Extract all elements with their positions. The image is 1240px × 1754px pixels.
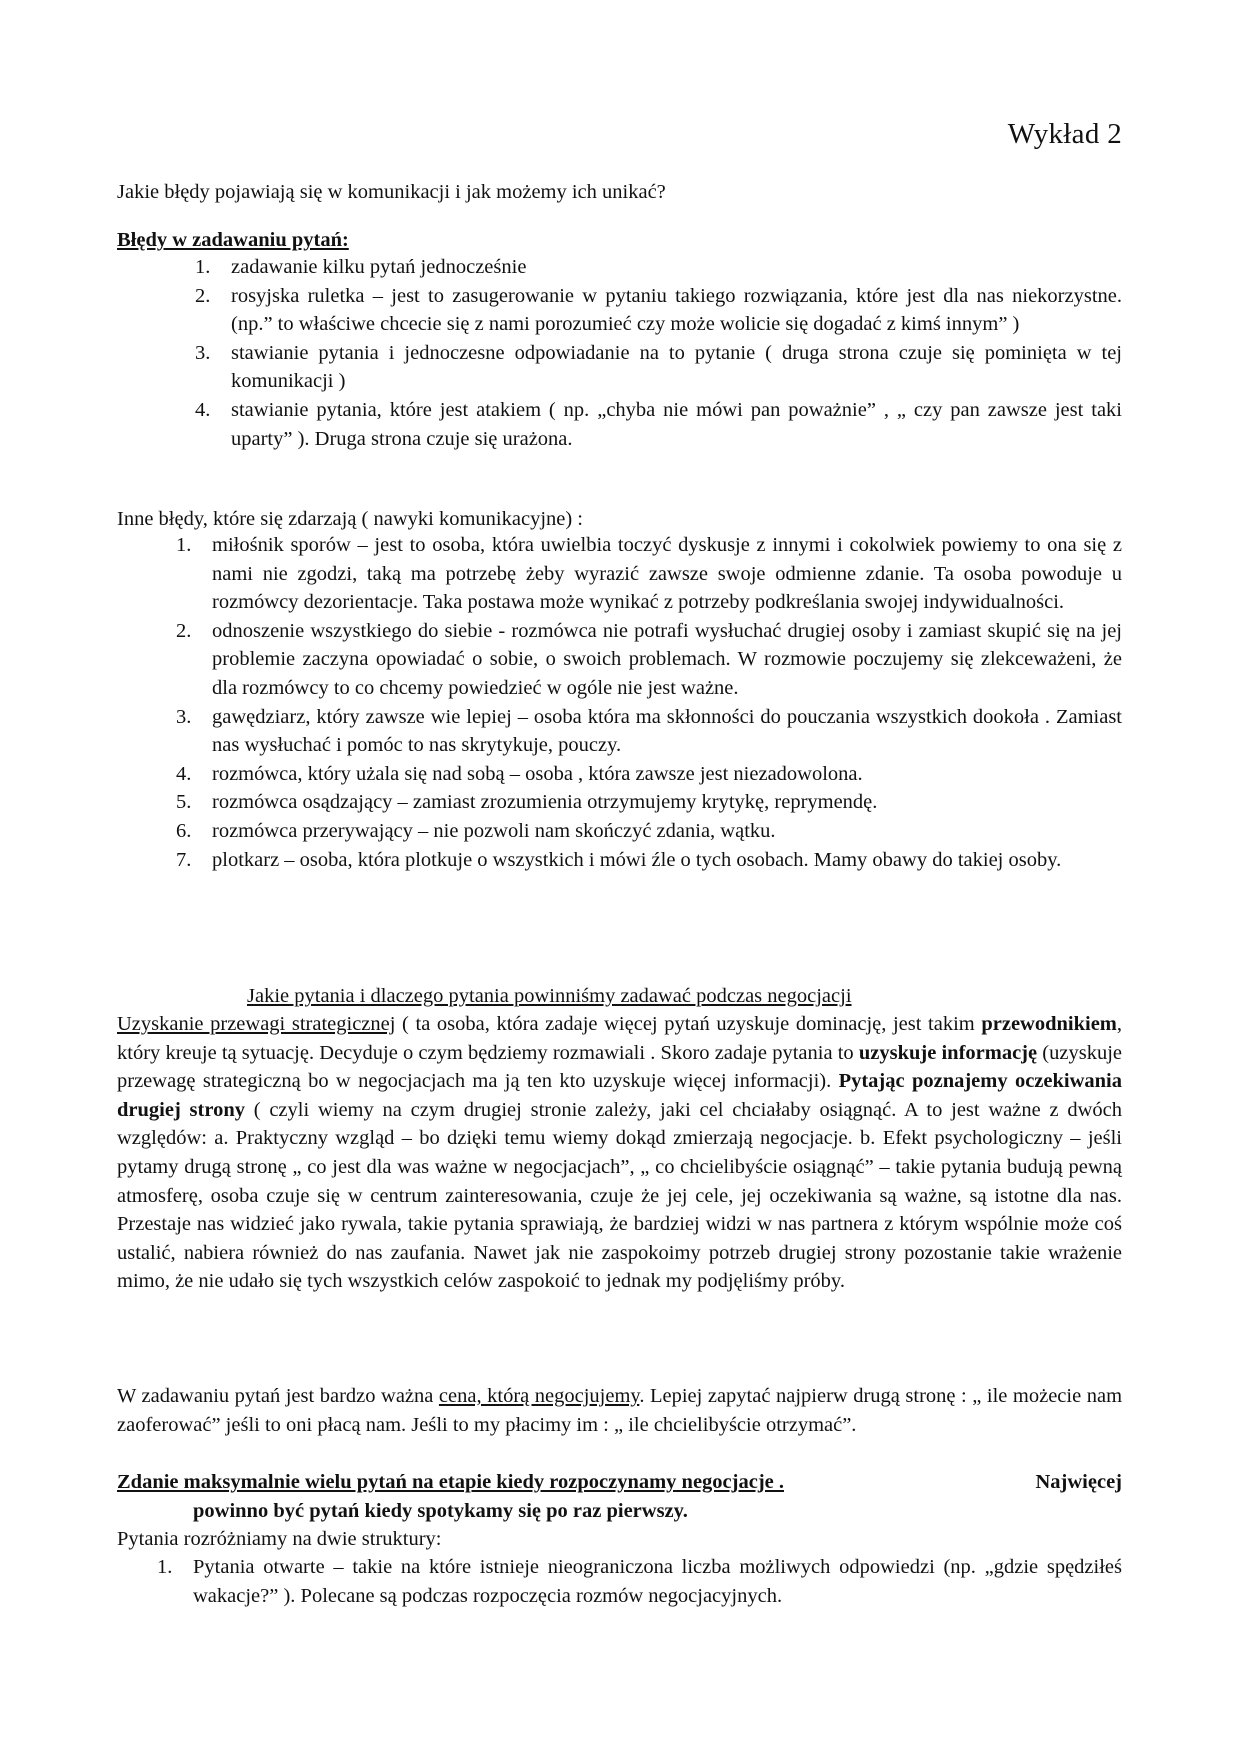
list-item-text: gawędziarz, który zawsze wie lepiej – osoba która ma skłonności do pouczania wszystkich dookoła . Zamiast nas wysłuchać i pomóc to nas skrytykuje, pouczy. <box>212 705 1122 757</box>
list-item <box>176 531 1122 617</box>
paragraph-text: , który kreuje tą sytuację. Decyduje o czym będziemy rozmawiali . Skoro zadaje pytania to <box>117 1013 1122 1064</box>
list-item <box>157 1553 1122 1610</box>
list-number: 1. <box>195 256 211 278</box>
list-number: 1. <box>176 534 192 556</box>
list-item <box>176 617 1122 703</box>
questions-errors-list <box>195 253 1122 453</box>
bold-phrase: przewodnikiem <box>981 1013 1117 1035</box>
list-number: 4. <box>195 398 211 421</box>
list-item-text: miłośnik sporów – jest to osoba, która uwielbia toczyć dyskusje z innymi i cokolwiek powiemy to ona się z nami nie zgodzi, taką ma potrzebę żeby wyrazić zawsze swoje odmienne zdanie. Ta osoba powoduje u rozmówcy dezorientacje. Taka postawa może wynikać z potrzeby podkreślania swojej indywidualności. <box>212 534 1122 614</box>
list-item-text: stawianie pytania i jednoczesne odpowiadanie na to pytanie ( druga strona czuje się pominięta w tej komunikacji ) <box>231 341 1122 393</box>
list-item-text: zadawanie kilku pytań jednocześnie <box>231 256 527 278</box>
list-item <box>195 282 1122 339</box>
section-heading-structures: Pytania rozróżniamy na dwie struktury: <box>117 1528 442 1550</box>
list-number: 7. <box>176 848 192 871</box>
underlined-bold-phrase: Zdanie maksymalnie wielu pytań na etapie kiedy rozpoczynamy negocjacje . <box>117 1471 784 1493</box>
paragraph-text: ( czyli wiemy na czym drugiej stronie zależy, jaki cel chciałaby osiągnąć. A to jest ważne z dwóch względów: a. Praktyczny wzgląd – bo dzięki temu wiemy dokąd zmierzają negocjacje. b. Efekt psychologiczny – jeśli pytamy drugą stronę „ co jest dla was ważne w negocjacjach”, „ co chcielibyście osiągnąć” – takie pytania budują pewną atmosferę, osoba czuje się w centrum zainteresowania, czuje że jej cele, jej oczekiwania są ważne, są istotne dla nas. Przestaje nas widzieć jako rywala, takie pytania sprawiają, że bardziej widzi w nas partnera z którym wspólnie może coś ustalić, nabiera również do nas zaufania. Nawet jak nie zaspokoimy potrzeb drugiej strony pozostanie takie wrażenie mimo, że nie udało się tych wszystkich celów zaspokoić to jednak my podjęliśmy próby. <box>117 1098 1122 1293</box>
emphasis-paragraph <box>117 1468 1122 1525</box>
list-item-text: rozmówca przerywający – nie pozwoli nam skończyć zdania, wątku. <box>212 819 776 842</box>
list-item-text: odnoszenie wszystkiego do siebie - rozmówca nie potrafi wysłuchać drugiej osoby i zamiast skupić się na jej problemie zaczyna opowiadać o sobie, o swoich problemach. W rozmowie poczujemy się zlekceważeni, że dla rozmówcy to co chcemy powiedzieć w ogóle nie jest ważne. <box>212 619 1122 699</box>
list-item <box>176 817 1122 846</box>
list-item-text: Pytania otwarte – takie na które istnieje nieograniczona liczba możliwych odpowiedzi (np. „gdzie spędziłeś wakacje?” ). Polecane są podczas rozpoczęcia rozmów negocjacyjnych. <box>193 1556 1122 1607</box>
list-number: 1. <box>157 1556 173 1578</box>
list-item <box>195 253 1122 282</box>
list-number: 6. <box>176 819 192 842</box>
paragraph-text: W zadawaniu pytań jest bardzo ważna <box>117 1385 439 1407</box>
paragraph-text: . Lepiej zapytać najpierw drugą stronę : „ ile możecie nam zaoferować” jeśli to oni płacą nam. Jeśli to my płacimy im : „ ile chcielibyście otrzymać”. <box>117 1385 1123 1436</box>
list-number: 5. <box>176 791 192 814</box>
list-item <box>176 788 1122 817</box>
list-number: 4. <box>176 762 192 785</box>
bold-phrase: Pytając poznajemy oczekiwania drugiej strony <box>117 1070 1122 1121</box>
list-item <box>176 703 1122 760</box>
list-item <box>176 760 1122 789</box>
underlined-phrase: cena, którą negocjujemy <box>438 1385 640 1407</box>
underlined-phrase: Uzyskanie przewagi strategicznej <box>117 1013 396 1035</box>
paragraph-text: ( ta osoba, która zadaje więcej pytań uzyskuje dominację, jest takim <box>395 1013 982 1035</box>
list-item-text: rozmówca, który użala się nad sobą – osoba , która zawsze jest niezadowolona. <box>212 762 863 785</box>
list-item-text: stawianie pytania, które jest atakiem ( np. „chyba nie mówi pan poważnie” , „ czy pan zawsze jest taki uparty” ). Druga strona czuje się urażona. <box>231 398 1122 450</box>
list-item <box>195 396 1122 453</box>
list-number: 2. <box>176 619 192 642</box>
section-heading-questions-errors: Błędy w zadawaniu pytań: <box>117 229 349 251</box>
list-item <box>195 339 1122 396</box>
list-number: 2. <box>195 284 211 307</box>
intro-question: Jakie błędy pojawiają się w komunikacji i jak możemy ich unikać? <box>117 181 666 203</box>
list-item-text: rosyjska ruletka – jest to zasugerowanie w pytaniu takiego rozwiązania, które jest dla nas niekorzystne. (np.” to właściwe chcecie się z nami porozumieć czy może wolicie się dogadać z kimś innym” ) <box>231 284 1122 336</box>
list-number: 3. <box>176 705 192 728</box>
list-number: 3. <box>195 341 211 364</box>
price-paragraph <box>117 1382 1122 1439</box>
structures-list <box>157 1553 1122 1610</box>
section-heading-other-errors: Inne błędy, które się zdarzają ( nawyki komunikacyjne) : <box>117 508 584 530</box>
list-item-text: rozmówca osądzający – zamiast zrozumienia otrzymujemy krytykę, reprymendę. <box>212 791 878 814</box>
emphasis-line: powinno być pytań kiedy spotykamy się po raz pierwszy. <box>193 1499 688 1522</box>
emphasis-line <box>117 1468 1122 1497</box>
document-title: Wykład 2 <box>1007 118 1122 150</box>
negotiation-paragraph <box>117 1010 1122 1296</box>
list-item <box>176 846 1122 875</box>
list-item-text: plotkarz – osoba, która plotkuje o wszystkich i mówi źle o tych osobach. Mamy obawy do takiej osoby. <box>212 848 1062 871</box>
bold-phrase: uzyskuje informację <box>858 1041 1038 1064</box>
bold-phrase: Najwięcej <box>1035 1471 1122 1493</box>
other-errors-list <box>176 531 1122 874</box>
paragraph-text: (uzyskuje przewagę strategiczną bo w negocjacjach ma ją ten kto uzyskuje więcej informacji). <box>117 1041 1122 1093</box>
section-heading-negotiation: Jakie pytania i dlaczego pytania powinniśmy zadawać podczas negocjacji <box>247 985 852 1007</box>
